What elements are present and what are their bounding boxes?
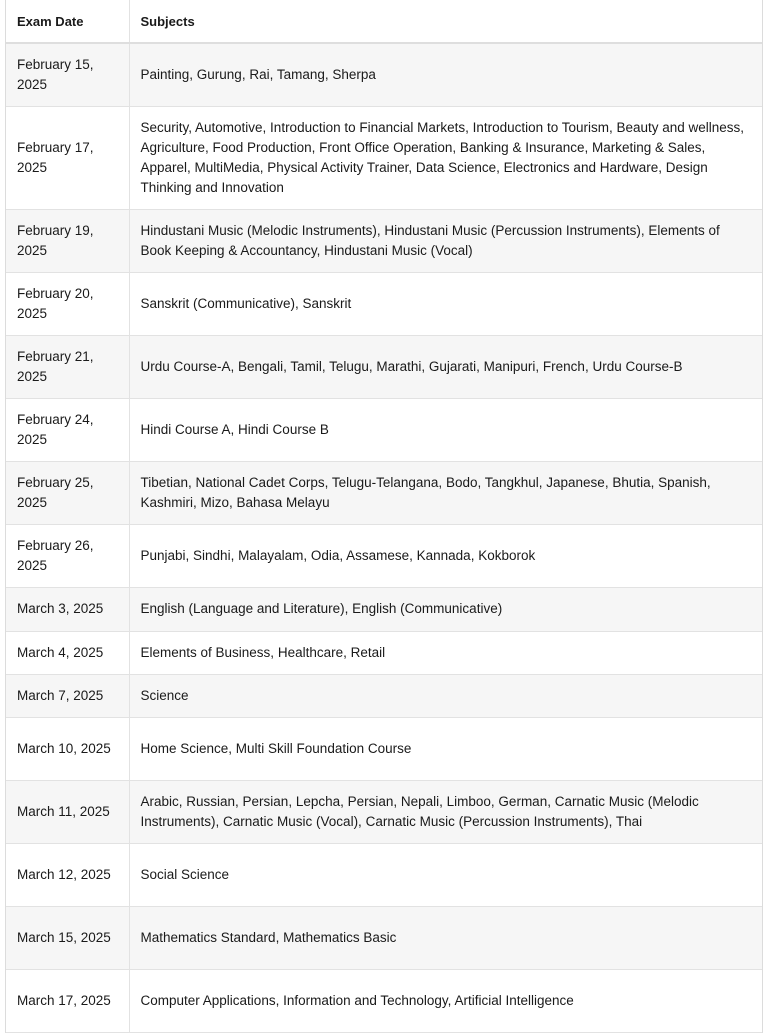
exam-date-cell: February 20, 2025 [6,272,129,335]
exam-date-cell: February 17, 2025 [6,106,129,209]
table-row [6,209,762,272]
table-row [6,587,762,631]
exam-date-cell: February 26, 2025 [6,524,129,587]
subjects-cell: Tibetian, National Cadet Corps, Telugu-Telangana, Bodo, Tangkhul, Japanese, Bhutia, Spanish, Kashmiri, Mizo, Bahasa Melayu [129,461,762,524]
exam-date-cell: February 19, 2025 [6,209,129,272]
subjects-cell: Mathematics Standard, Mathematics Basic [129,906,762,969]
subjects-cell: Science [129,674,762,717]
exam-date-cell: March 11, 2025 [6,780,129,843]
exam-date-cell: March 10, 2025 [6,717,129,780]
subjects-cell: English (Language and Literature), English (Communicative) [129,587,762,631]
table-row [6,843,762,906]
exam-date-cell: February 25, 2025 [6,461,129,524]
exam-schedule-table [6,0,762,1033]
subjects-cell: Security, Automotive, Introduction to Financial Markets, Introduction to Tourism, Beauty and wellness, Agriculture, Food Production, Front Office Operation, Banking & Insurance, Marketing & Sales, Apparel, MultiMedia, Physical Activity Trainer, Data Science, Electronics and Hardware, Design Thinking and Innovation [129,106,762,209]
table-row [6,717,762,780]
exam-date-cell: March 15, 2025 [6,906,129,969]
exam-date-cell: March 4, 2025 [6,631,129,674]
subjects-cell: Painting, Gurung, Rai, Tamang, Sherpa [129,43,762,106]
table-row [6,780,762,843]
table-row [6,106,762,209]
exam-date-cell: February 24, 2025 [6,398,129,461]
table-row [6,674,762,717]
exam-date-cell: March 3, 2025 [6,587,129,631]
table-row [6,398,762,461]
table-header [6,0,762,43]
subjects-cell: Elements of Business, Healthcare, Retail [129,631,762,674]
subjects-cell: Urdu Course-A, Bengali, Tamil, Telugu, Marathi, Gujarati, Manipuri, French, Urdu Course-B [129,335,762,398]
subjects-cell: Home Science, Multi Skill Foundation Course [129,717,762,780]
table-row [6,631,762,674]
exam-date-cell: February 21, 2025 [6,335,129,398]
header-row [6,0,762,43]
exam-date-cell: March 17, 2025 [6,969,129,1032]
subjects-cell: Social Science [129,843,762,906]
table-row [6,906,762,969]
subjects-cell: Sanskrit (Communicative), Sanskrit [129,272,762,335]
subjects-cell: Hindi Course A, Hindi Course B [129,398,762,461]
exam-date-cell: March 7, 2025 [6,674,129,717]
table-body [6,43,762,1032]
subjects-cell: Arabic, Russian, Persian, Lepcha, Persian, Nepali, Limboo, German, Carnatic Music (Melodic Instruments), Carnatic Music (Vocal), Carnatic Music (Percussion Instruments), Thai [129,780,762,843]
table-row [6,969,762,1032]
subjects-cell: Punjabi, Sindhi, Malayalam, Odia, Assamese, Kannada, Kokborok [129,524,762,587]
table-row [6,461,762,524]
table-row [6,524,762,587]
subjects-cell: Hindustani Music (Melodic Instruments), Hindustani Music (Percussion Instruments), Elements of Book Keeping & Accountancy, Hindustani Music (Vocal) [129,209,762,272]
exam-date-cell: February 15, 2025 [6,43,129,106]
exam-schedule-table-wrapper [5,0,763,1033]
table-row [6,335,762,398]
table-row [6,272,762,335]
table-row [6,43,762,106]
exam-date-cell: March 12, 2025 [6,843,129,906]
column-header-subjects: Subjects [129,0,762,43]
subjects-cell: Computer Applications, Information and Technology, Artificial Intelligence [129,969,762,1032]
column-header-exam-date: Exam Date [6,0,129,43]
